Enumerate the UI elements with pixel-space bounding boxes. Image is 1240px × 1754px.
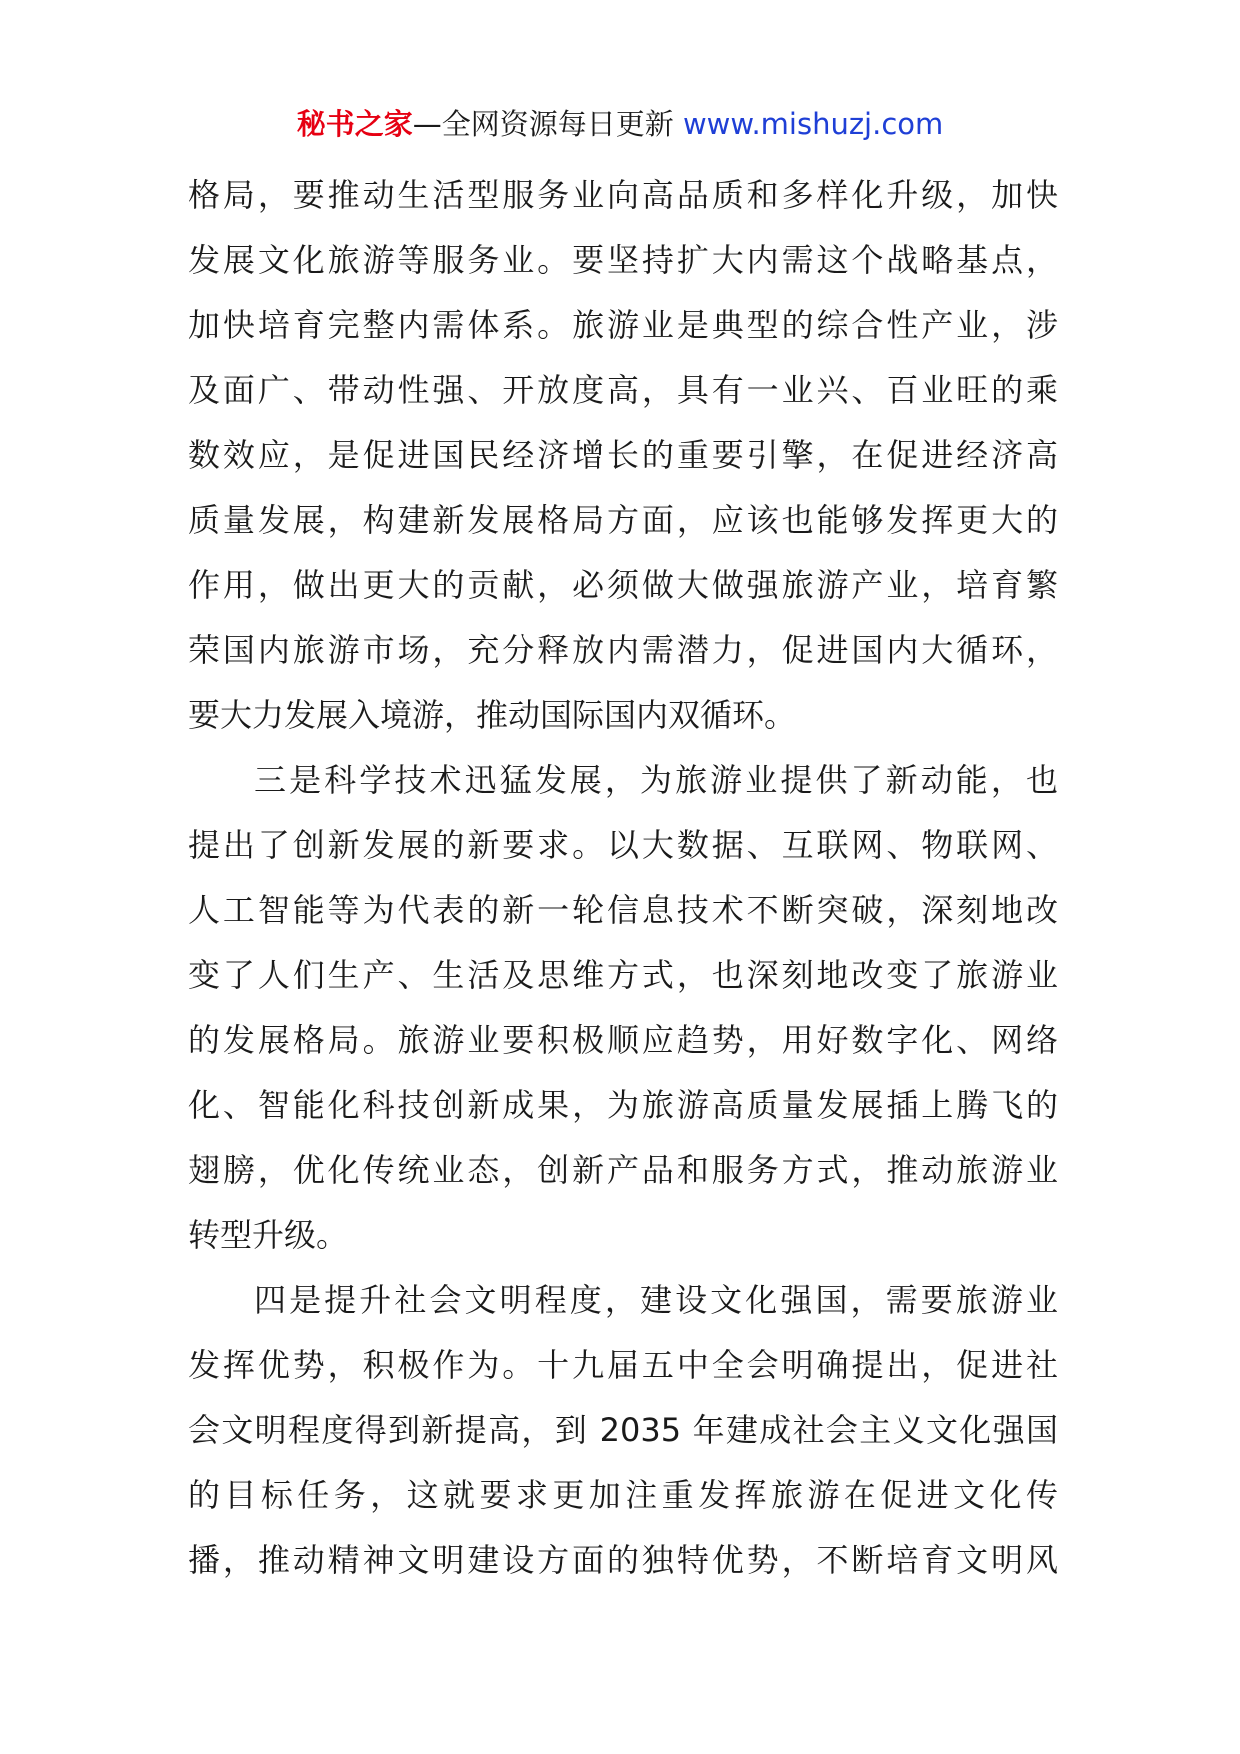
text-line: 的发展格局。旅游业要积极顺应趋势，用好数字化、网络 — [188, 1021, 1058, 1059]
text-line: 数效应，是促进国民经济增长的重要引擎，在促进经济高 — [188, 436, 1058, 474]
text-line: 翅膀，优化传统业态，创新产品和服务方式，推动旅游业 — [188, 1151, 1058, 1189]
text-line: 荣国内旅游市场，充分释放内需潜力，促进国内大循环， — [188, 631, 1058, 669]
text-line: 转型升级。 — [188, 1216, 349, 1254]
text-line: 提出了创新发展的新要求。以大数据、互联网、物联网、 — [188, 826, 1058, 864]
text-line: 发挥优势，积极作为。十九届五中全会明确提出，促进社 — [188, 1346, 1058, 1384]
text-line: 会文明程度得到新提高，到 2035 年建成社会主义文化强国 — [188, 1411, 1058, 1449]
brand-name: 秘书之家 — [296, 107, 413, 141]
text-line: 播，推动精神文明建设方面的独特优势，不断培育文明风 — [188, 1541, 1058, 1579]
document-body — [188, 163, 1058, 1593]
page-header — [0, 104, 1240, 144]
text-line: 质量发展，构建新发展格局方面，应该也能够发挥更大的 — [188, 501, 1058, 539]
text-line: 格局，要推动生活型服务业向高品质和多样化升级，加快 — [188, 176, 1058, 214]
website-link[interactable]: www.mishuzj.com — [682, 107, 944, 141]
text-line: 作用，做出更大的贡献，必须做大做强旅游产业，培育繁 — [188, 566, 1058, 604]
text-line: 发展文化旅游等服务业。要坚持扩大内需这个战略基点， — [188, 241, 1058, 279]
text-line: 及面广、带动性强、开放度高，具有一业兴、百业旺的乘 — [188, 371, 1058, 409]
header-tagline: —全网资源每日更新 — [412, 107, 674, 141]
text-line: 的目标任务，这就要求更加注重发挥旅游在促进文化传 — [188, 1476, 1058, 1514]
text-line: 化、智能化科技创新成果，为旅游高质量发展插上腾飞的 — [188, 1086, 1058, 1124]
paragraph-start-line: 三是科学技术迅猛发展，为旅游业提供了新动能，也 — [254, 761, 1058, 799]
text-line: 变了人们生产、生活及思维方式，也深刻地改变了旅游业 — [188, 956, 1058, 994]
text-line: 要大力发展入境游，推动国际国内双循环。 — [188, 696, 797, 734]
text-line: 加快培育完整内需体系。旅游业是典型的综合性产业，涉 — [188, 306, 1058, 344]
paragraph-start-line: 四是提升社会文明程度，建设文化强国，需要旅游业 — [254, 1281, 1058, 1319]
text-line: 人工智能等为代表的新一轮信息技术不断突破，深刻地改 — [188, 891, 1058, 929]
